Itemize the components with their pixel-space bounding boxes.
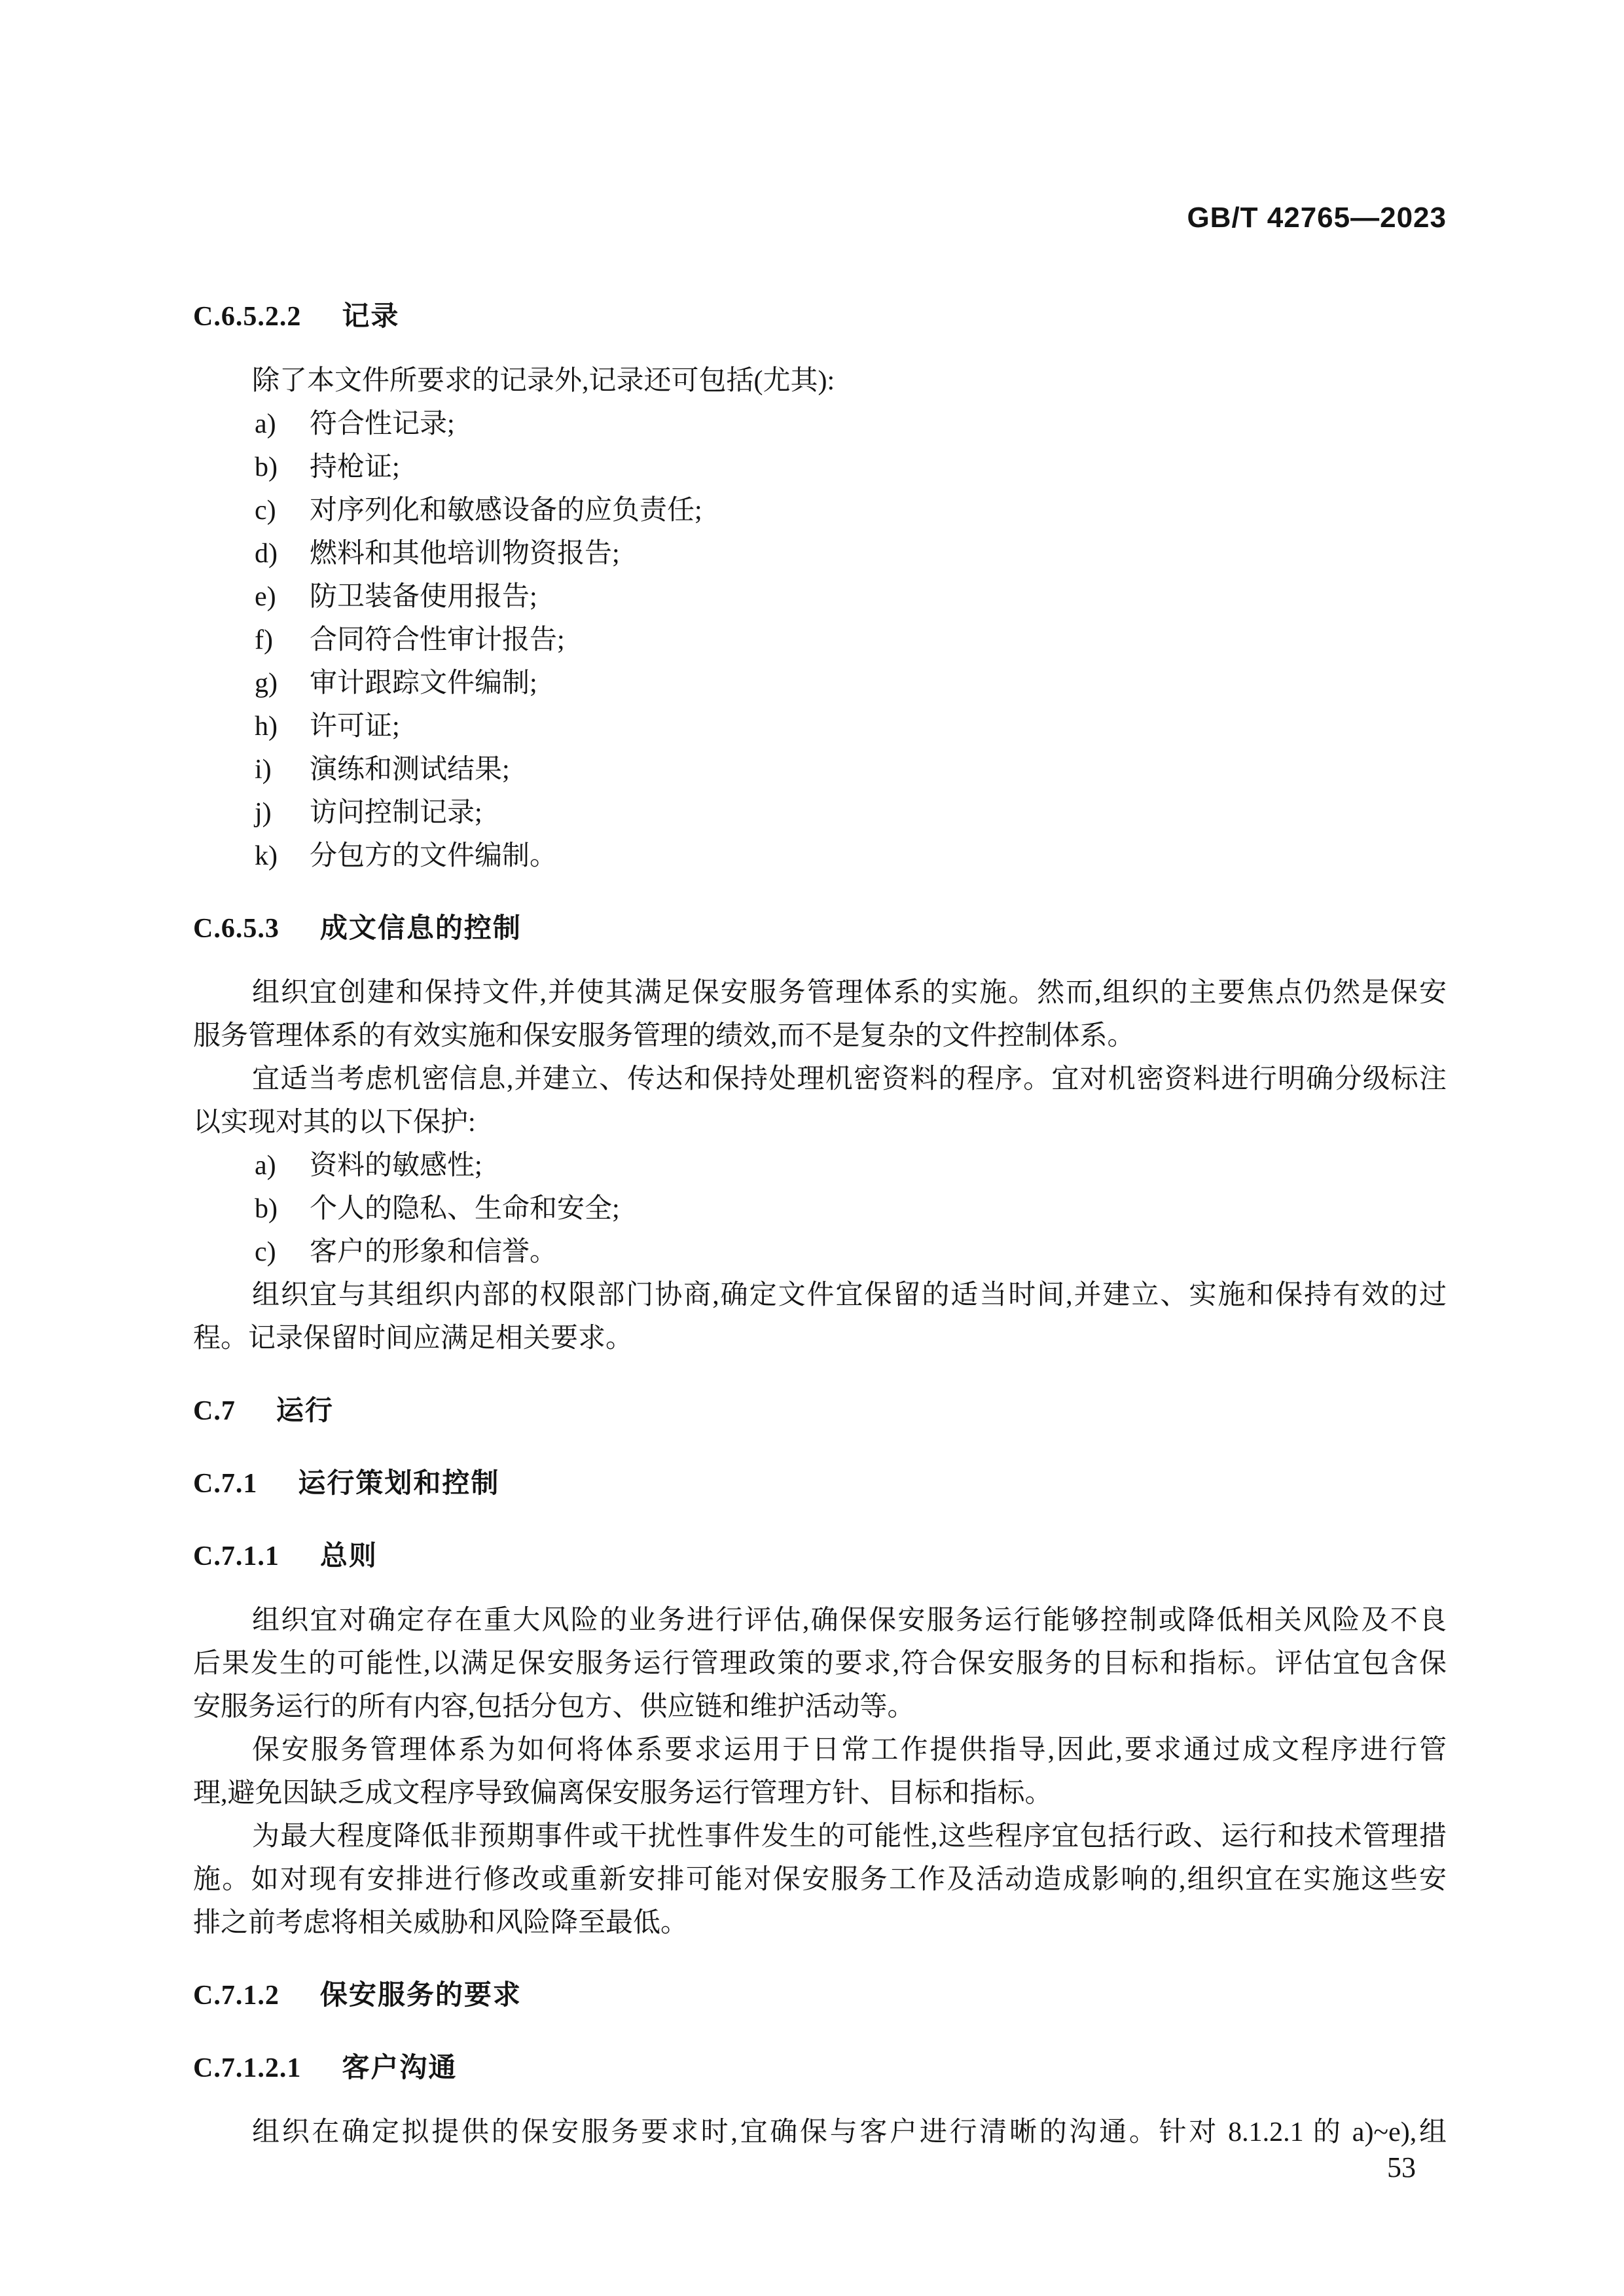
list-item xyxy=(193,1187,1447,1230)
list-item xyxy=(193,575,1447,619)
list-item xyxy=(193,489,1447,532)
clause-title: 记录 xyxy=(342,300,400,331)
clause-heading-c7 xyxy=(193,1389,1447,1433)
paragraph-line: 组织宜对确定存在重大风险的业务进行评估,确保保安服务运行能够控制或降低相关风险及不良 xyxy=(252,1605,1447,1636)
list-item xyxy=(193,1230,1447,1274)
paragraph-line: 为最大程度降低非预期事件或干扰性事件发生的可能性,这些程序宜包括行政、运行和技术管理措 xyxy=(252,1821,1447,1852)
paragraph-line: 安服务运行的所有内容,包括分包方、供应链和维护活动等。 xyxy=(193,1692,915,1722)
list-item xyxy=(193,791,1447,834)
list-item-text: 演练和测试结果; xyxy=(310,755,510,785)
paragraph-line: 排之前考虑将相关威胁和风险降至最低。 xyxy=(193,1908,689,1938)
list-item-label: g) xyxy=(255,668,278,698)
paragraph-c653-2 xyxy=(193,1058,1447,1144)
list-item-text: 符合性记录; xyxy=(310,409,455,439)
paragraph-line: 服务管理体系的有效实施和保安服务管理的绩效,而不是复杂的文件控制体系。 xyxy=(193,1021,1135,1051)
list-item-label: e) xyxy=(255,582,276,612)
list-item-text: 持枪证; xyxy=(310,452,400,482)
page-number: 53 xyxy=(1387,2151,1416,2183)
list-item xyxy=(193,834,1447,878)
list-item-text: 许可证; xyxy=(310,711,400,742)
list-item-label: k) xyxy=(255,841,278,871)
paragraph-c711-1 xyxy=(193,1599,1447,1729)
clause-number: C.7.1 xyxy=(193,1469,258,1499)
paragraph-c7121-1 xyxy=(193,2111,1447,2154)
list-item xyxy=(193,662,1447,705)
paragraph-line: 保安服务管理体系为如何将体系要求运用于日常工作提供指导,因此,要求通过成文程序进行管 xyxy=(252,1735,1447,1765)
paragraph-line: 理,避免因缺乏成文程序导致偏离保安服务运行管理方针、目标和指标。 xyxy=(193,1778,1053,1808)
list-item xyxy=(193,748,1447,791)
clause-heading-c653 xyxy=(193,906,1447,950)
clause-title: 运行策划和控制 xyxy=(298,1467,500,1498)
clause-heading-c6522 xyxy=(193,295,1447,338)
clause-number: C.6.5.3 xyxy=(193,914,280,944)
clause-heading-c712 xyxy=(193,1973,1447,2017)
clause-heading-c71 xyxy=(193,1462,1447,1505)
list-item-text: 合同符合性审计报告; xyxy=(310,625,565,655)
clause-number: C.7 xyxy=(193,1396,236,1426)
list-item-label: b) xyxy=(255,452,278,482)
list-item-label: c) xyxy=(255,1237,276,1267)
list-item-text: 燃料和其他培训物资报告; xyxy=(310,539,620,569)
list-item xyxy=(193,403,1447,446)
clause-number: C.7.1.2.1 xyxy=(193,2053,302,2083)
clause-number: C.7.1.1 xyxy=(193,1541,280,1571)
clause-heading-c711 xyxy=(193,1534,1447,1578)
list-item xyxy=(193,446,1447,489)
list-item-label: f) xyxy=(255,625,273,655)
paragraph-c711-2 xyxy=(193,1729,1447,1815)
list-item-text: 对序列化和敏感设备的应负责任; xyxy=(310,495,702,526)
paragraph-c711-3 xyxy=(193,1815,1447,1945)
clause-title: 运行 xyxy=(276,1395,334,1426)
list-item-text: 资料的敏感性; xyxy=(310,1151,482,1181)
list-item-label: b) xyxy=(255,1194,278,1224)
list-item-text: 防卫装备使用报告; xyxy=(310,582,537,612)
paragraph-line: 以实现对其的以下保护: xyxy=(193,1107,476,1138)
list-item-label: d) xyxy=(255,539,278,569)
paragraph-line: 组织宜与其组织内部的权限部门协商,确定文件宜保留的适当时间,并建立、实施和保持有效的过 xyxy=(252,1280,1447,1310)
clause-title: 成文信息的控制 xyxy=(319,912,522,943)
list-item-text: 分包方的文件编制。 xyxy=(310,841,558,871)
clause-number: C.7.1.2 xyxy=(193,1981,280,2011)
clause-heading-c7121 xyxy=(193,2046,1447,2090)
paragraph-c653-1 xyxy=(193,971,1447,1058)
list-item xyxy=(193,619,1447,662)
list-item xyxy=(193,532,1447,575)
paragraph-line: 组织在确定拟提供的保安服务要求时,宜确保与客户进行清晰的沟通。针对 8.1.2.1 的 a)~e),组 xyxy=(252,2117,1447,2147)
list-item-label: j) xyxy=(255,798,272,828)
list-item-text: 客户的形象和信誉。 xyxy=(310,1237,558,1267)
list-item-label: c) xyxy=(255,495,276,526)
paragraph-c653-3 xyxy=(193,1274,1447,1360)
list-item-label: a) xyxy=(255,409,276,439)
list-item-text: 访问控制记录; xyxy=(310,798,482,828)
list-item-label: h) xyxy=(255,711,278,742)
standard-number-header: GB/T 42765—2023 xyxy=(1187,202,1447,234)
page-content xyxy=(193,188,1447,2154)
clause-title: 保安服务的要求 xyxy=(319,1979,522,2010)
list-item xyxy=(193,705,1447,748)
paragraph-line: 组织宜创建和保持文件,并使其满足保安服务管理体系的实施。然而,组织的主要焦点仍然是保安 xyxy=(252,978,1447,1008)
paragraph-c6522-intro xyxy=(193,359,1447,403)
protection-list xyxy=(193,1144,1447,1274)
paragraph-line: 除了本文件所要求的记录外,记录还可包括(尤其): xyxy=(252,366,835,396)
clause-title: 客户沟通 xyxy=(342,2052,458,2083)
list-item xyxy=(193,1144,1447,1187)
list-item-label: a) xyxy=(255,1151,276,1181)
clause-title: 总则 xyxy=(319,1540,378,1571)
list-item-text: 个人的隐私、生命和安全; xyxy=(310,1194,620,1224)
clause-number: C.6.5.2.2 xyxy=(193,302,302,332)
list-item-label: i) xyxy=(255,755,272,785)
paragraph-line: 宜适当考虑机密信息,并建立、传达和保持处理机密资料的程序。宜对机密资料进行明确分级标注 xyxy=(252,1064,1447,1094)
paragraph-line: 程。记录保留时间应满足相关要求。 xyxy=(193,1323,634,1354)
paragraph-line: 施。如对现有安排进行修改或重新安排可能对保安服务工作及活动造成影响的,组织宜在实施这些安 xyxy=(193,1865,1447,1895)
records-list xyxy=(193,403,1447,878)
paragraph-line: 后果发生的可能性,以满足保安服务运行管理政策的要求,符合保安服务的目标和指标。评估宜包含保 xyxy=(193,1649,1447,1679)
list-item-text: 审计跟踪文件编制; xyxy=(310,668,537,698)
